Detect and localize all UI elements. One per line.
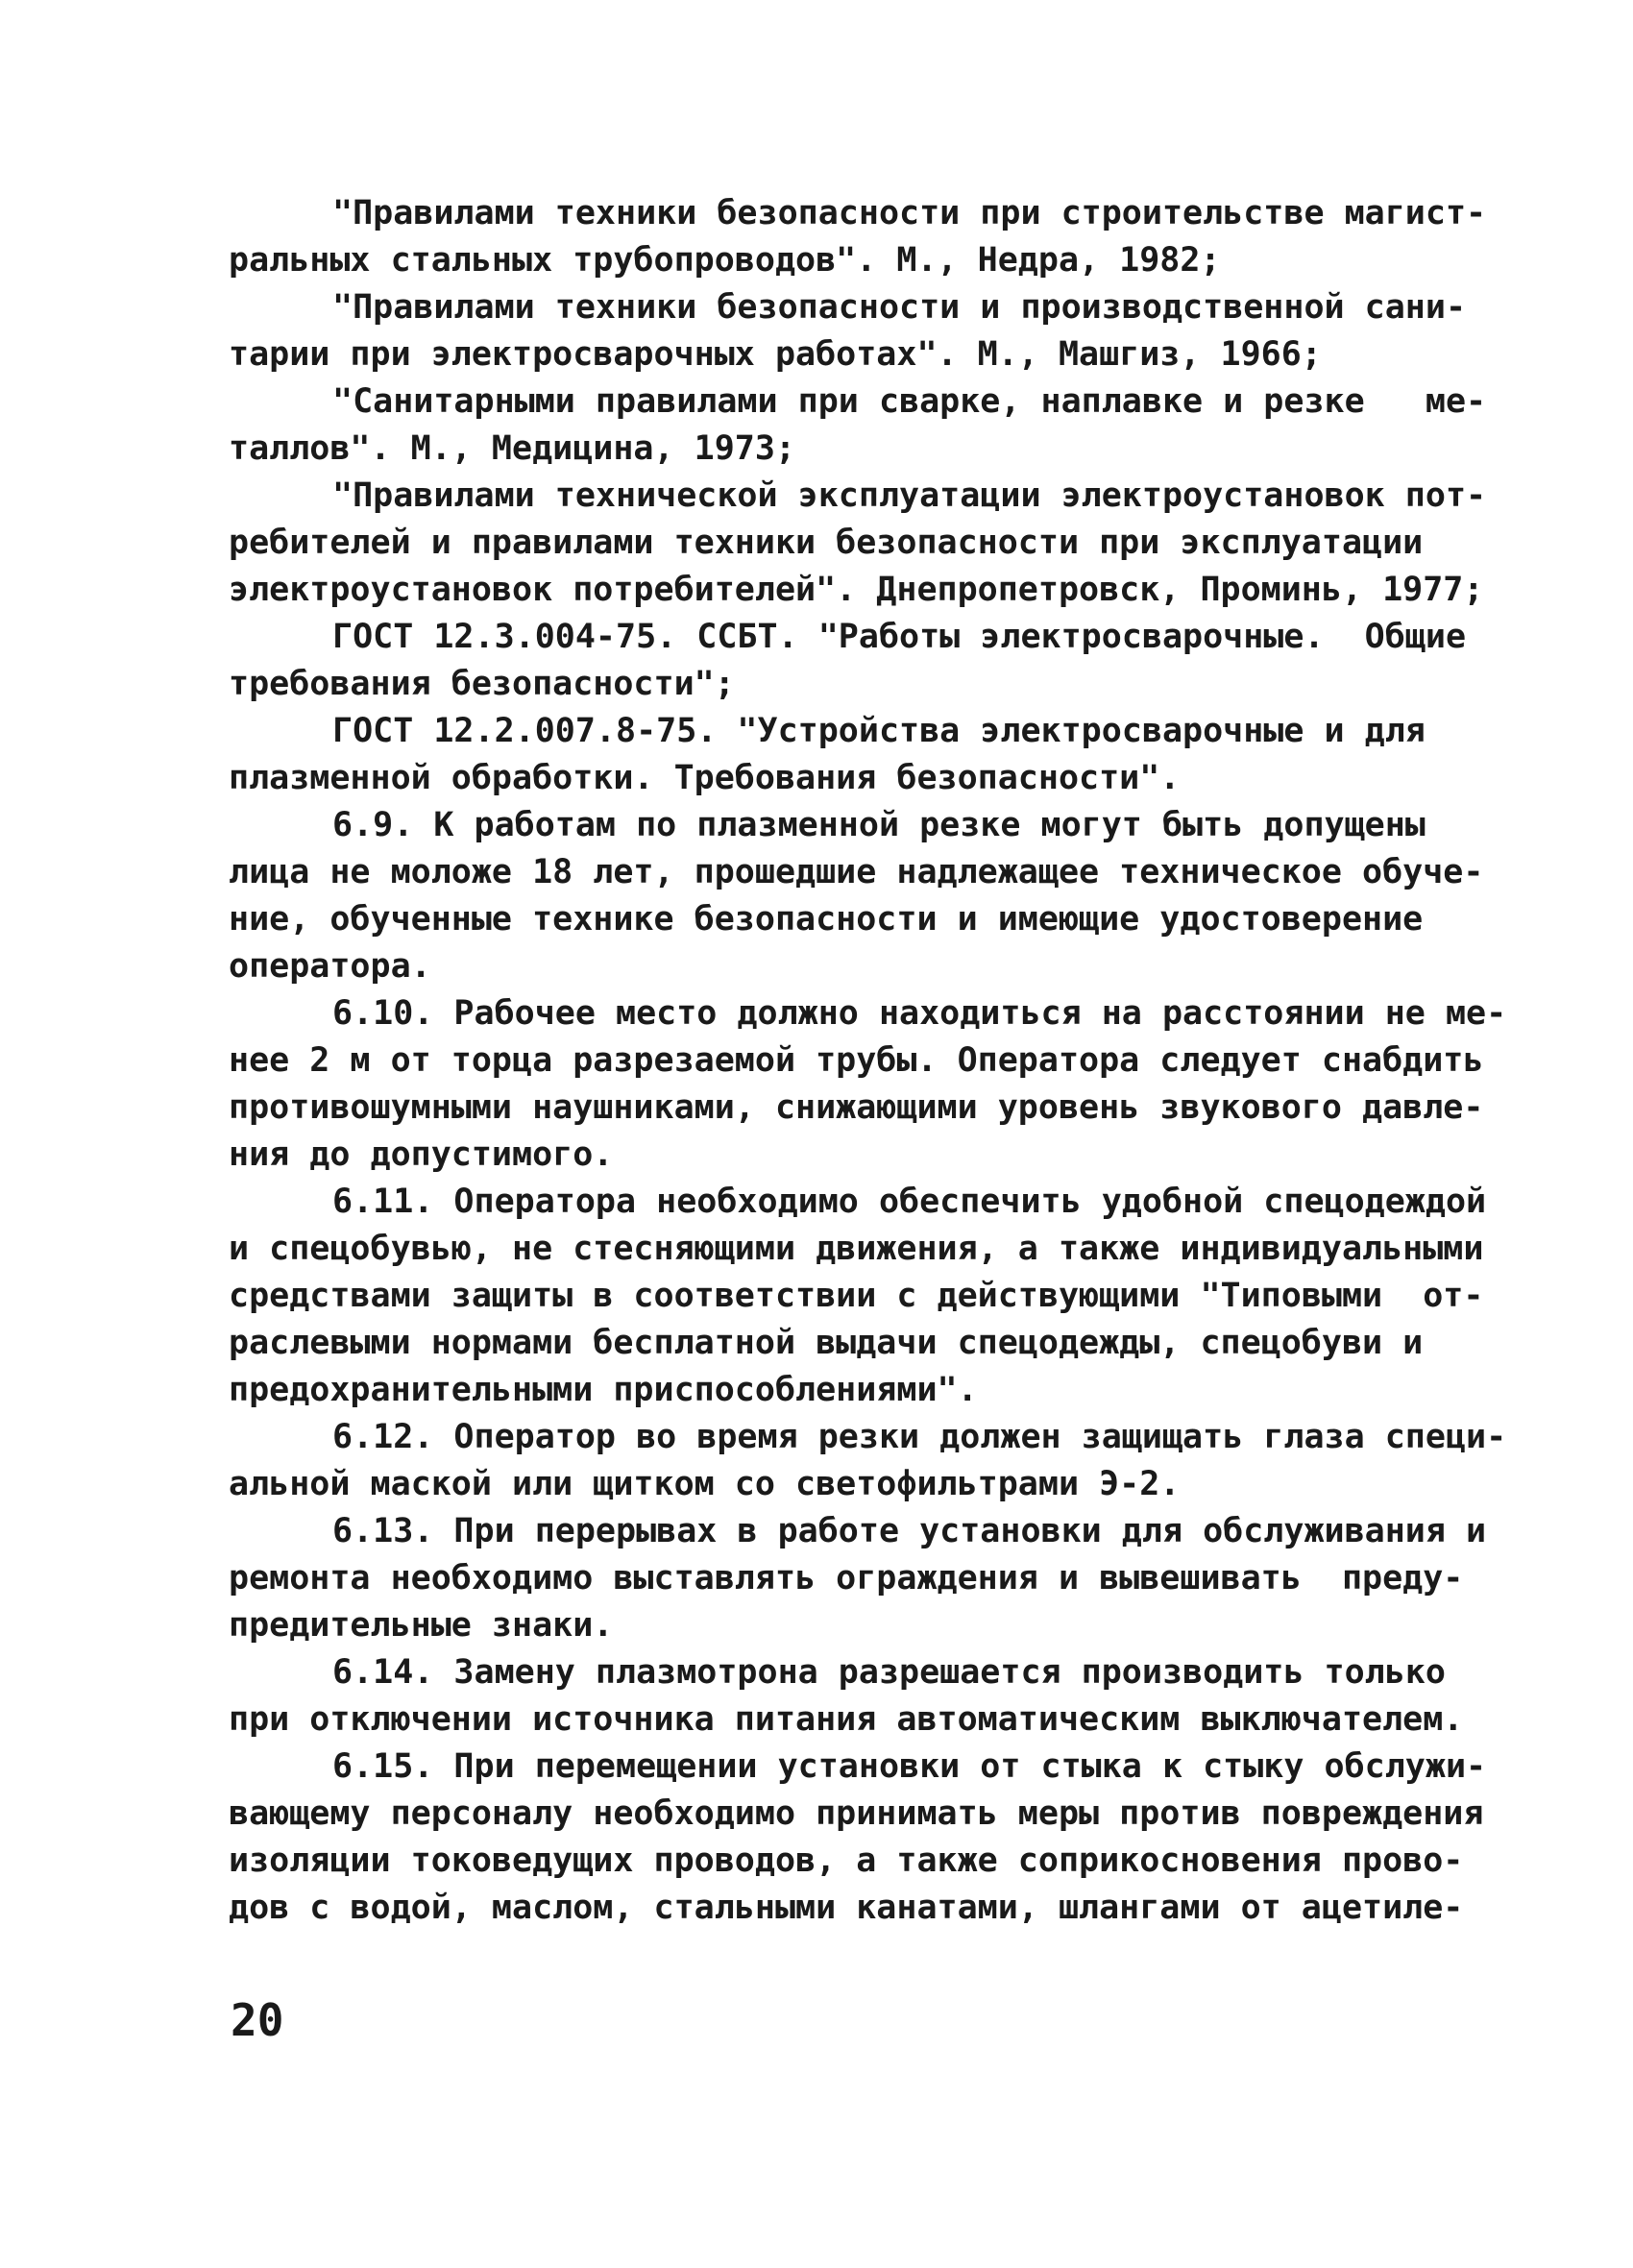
paragraph bbox=[229, 1649, 1477, 1744]
text-line: и спецобувью, не стесняющими движения, а также индивидуальными bbox=[229, 1230, 1484, 1268]
text-line: ния до допустимого. bbox=[229, 1135, 614, 1174]
text-line: ние, обученные технике безопасности и имеющие удостоверение bbox=[229, 900, 1424, 939]
text-line: "Правилами технической эксплуатации электроустановок пот- bbox=[332, 476, 1487, 515]
text-line: ральных стальных трубопроводов". М., Недра, 1982; bbox=[229, 241, 1221, 280]
text-line: "Правилами техники безопасности при строительстве магист- bbox=[332, 194, 1487, 232]
text-line: ГОСТ 12.3.004-75. ССБТ. "Работы электросварочные. Общие bbox=[332, 618, 1467, 656]
text-line: предохранительными приспособлениями". bbox=[229, 1371, 978, 1409]
text-line: 6.9. К работам по плазменной резке могут быть допущены bbox=[332, 806, 1426, 844]
text-line: альной маской или щитком со светофильтрами Э-2. bbox=[229, 1465, 1181, 1503]
text-line: 6.14. Замену плазмотрона разрешается производить только bbox=[332, 1653, 1446, 1692]
text-line: "Санитарными правилами при сварке, наплавке и резке ме- bbox=[332, 382, 1487, 421]
page-body-text bbox=[229, 190, 1507, 1932]
text-line: таллов". М., Медицина, 1973; bbox=[229, 429, 796, 468]
paragraph bbox=[229, 473, 1487, 614]
text-line: электроустановок потребителей". Днепропетровск, Проминь, 1977; bbox=[229, 571, 1484, 609]
text-line: 6.12. Оператор во время резки должен защищать глаза специ- bbox=[332, 1418, 1507, 1456]
text-line: при отключении источника питания автоматическим выключателем. bbox=[229, 1700, 1464, 1739]
text-line: лица не моложе 18 лет, прошедшие надлежащее техническое обуче- bbox=[229, 853, 1484, 891]
paragraph bbox=[229, 190, 1487, 284]
paragraph bbox=[229, 708, 1477, 802]
paragraph bbox=[229, 1508, 1487, 1649]
text-line: ребителей и правилами техники безопасности при эксплуатации bbox=[229, 524, 1424, 562]
text-line: предительные знаки. bbox=[229, 1606, 614, 1645]
page-number: 20 bbox=[231, 1994, 284, 2046]
paragraph bbox=[229, 1414, 1507, 1508]
text-line: ремонта необходимо выставлять ограждения и вывешивать преду- bbox=[229, 1559, 1464, 1597]
text-line: вающему персоналу необходимо принимать меры против повреждения bbox=[229, 1794, 1484, 1833]
text-line: нее 2 м от торца разрезаемой трубы. Оператора следует снабдить bbox=[229, 1041, 1484, 1080]
text-line: "Правилами техники безопасности и производственной сани- bbox=[332, 288, 1467, 327]
paragraph bbox=[229, 378, 1487, 473]
text-line: оператора. bbox=[229, 947, 431, 986]
text-line: 6.10. Рабочее место должно находиться на расстоянии не ме- bbox=[332, 994, 1507, 1033]
paragraph bbox=[229, 990, 1507, 1179]
text-line: изоляции токоведущих проводов, а также соприкосновения прово- bbox=[229, 1841, 1464, 1880]
paragraph bbox=[229, 1179, 1487, 1414]
text-line: требования безопасности"; bbox=[229, 665, 735, 703]
text-line: 6.15. При перемещении установки от стыка к стыку обслужи- bbox=[332, 1747, 1487, 1786]
text-line: тарии при электросварочных работах". М., Машгиз, 1966; bbox=[229, 335, 1322, 374]
paragraph bbox=[229, 802, 1484, 990]
text-line: плазменной обработки. Требования безопасности". bbox=[229, 759, 1181, 797]
text-line: противошумными наушниками, снижающими уровень звукового давле- bbox=[229, 1088, 1484, 1127]
text-line: 6.13. При перерывах в работе установки для обслуживания и bbox=[332, 1512, 1487, 1550]
text-line: средствами защиты в соответствии с действующими "Типовыми от- bbox=[229, 1277, 1484, 1315]
paragraph bbox=[229, 1744, 1487, 1932]
text-line: 6.11. Оператора необходимо обеспечить удобной спецодеждой bbox=[332, 1183, 1487, 1221]
text-line: раслевыми нормами бесплатной выдачи спецодежды, спецобуви и bbox=[229, 1324, 1424, 1362]
text-line: дов с водой, маслом, стальными канатами, шлангами от ацетиле- bbox=[229, 1889, 1464, 1927]
paragraph bbox=[229, 284, 1477, 378]
paragraph bbox=[229, 614, 1477, 708]
text-line: ГОСТ 12.2.007.8-75. "Устройства электросварочные и для bbox=[332, 712, 1426, 750]
